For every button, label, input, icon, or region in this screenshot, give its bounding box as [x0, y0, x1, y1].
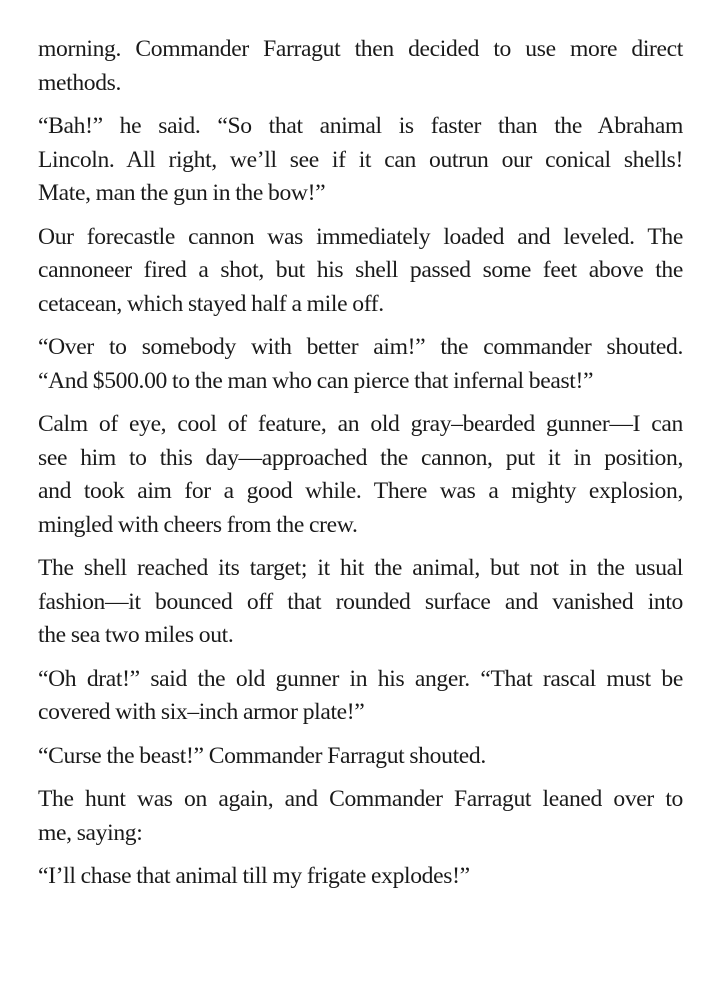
text-line: “Bah!” he said. “So that animal is faster than the Abraham [38, 113, 683, 139]
text-line: fashion—it bounced off that rounded surface and vanished into [38, 588, 683, 615]
paragraph [38, 33, 683, 100]
text-line: “Curse the beast!” Commander Farragut shouted. [38, 742, 486, 769]
paragraph [38, 783, 683, 850]
paragraph [38, 110, 683, 211]
text-line: Lincoln. All right, we’ll see if it can outrun our conical shells! [38, 146, 683, 173]
text-line: and took aim for a good while. There was a mighty explosion, [38, 478, 683, 504]
paragraph [38, 740, 683, 774]
book-page [38, 33, 683, 904]
paragraph [38, 860, 683, 894]
text-line: cannoneer fired a shot, but his shell passed some feet above the [38, 257, 683, 283]
text-line: “Over to somebody with better aim!” the commander shouted. [38, 334, 683, 360]
text-line: covered with six–inch armor plate!” [38, 699, 365, 725]
text-line: see him to this day—approached the cannon, put it in position, [38, 444, 683, 471]
text-line: the sea two miles out. [38, 622, 234, 648]
paragraph [38, 221, 683, 322]
text-line: “Oh drat!” said the old gunner in his anger. “That rascal must be [38, 665, 683, 692]
paragraph [38, 331, 683, 398]
paragraph [38, 552, 683, 653]
text-line: Calm of eye, cool of feature, an old gray–bearded gunner—I can [38, 411, 683, 437]
text-line: mingled with cheers from the crew. [38, 511, 358, 538]
text-line: “And $500.00 to the man who can pierce that infernal beast!” [38, 367, 594, 394]
text-line: Mate, man the gun in the bow!” [38, 180, 326, 206]
text-line: cetacean, which stayed half a mile off. [38, 290, 384, 317]
text-line: The shell reached its target; it hit the animal, but not in the usual [38, 555, 683, 581]
text-line: The hunt was on again, and Commander Farragut leaned over to [38, 786, 683, 812]
text-line: Our forecastle cannon was immediately loaded and leveled. The [38, 223, 683, 250]
text-line: “I’ll chase that animal till my frigate explodes!” [38, 863, 470, 889]
text-line: me, saying: [38, 819, 143, 846]
text-line: morning. Commander Farragut then decided to use more direct [38, 36, 683, 62]
paragraph [38, 408, 683, 542]
paragraph [38, 663, 683, 730]
text-line: methods. [38, 69, 122, 96]
